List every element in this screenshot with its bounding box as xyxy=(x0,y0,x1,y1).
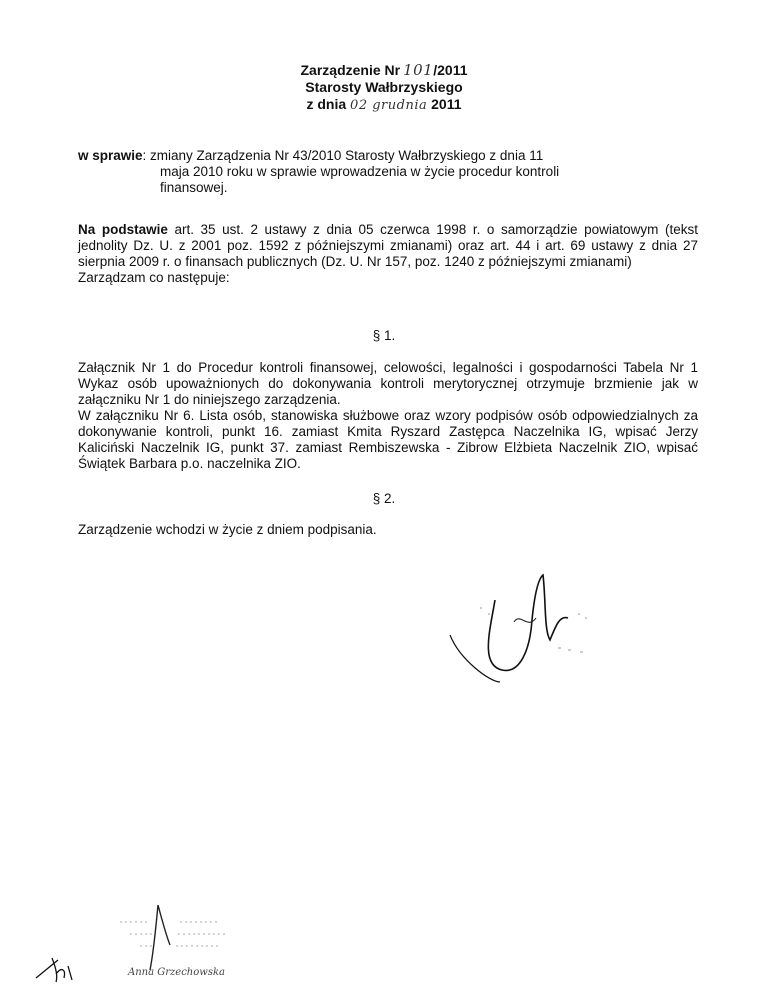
stamp-signatory-name: Anna Grzechowska xyxy=(128,967,225,978)
handwritten-initials xyxy=(32,948,92,988)
subject-matter xyxy=(78,148,698,196)
section-2-body: Zarządzenie wchodzi w życie z dniem podpisania. xyxy=(78,522,377,537)
subject-text-line-1: : zmiany Zarządzenia Nr 43/2010 Starosty Wałbrzyskiego z dnia 11 xyxy=(142,148,544,163)
header-line-3 xyxy=(0,96,768,114)
handwritten-number: 101 xyxy=(403,61,434,79)
header-title-prefix: Zarządzenie Nr xyxy=(300,62,401,78)
legal-basis-label: Na podstawie xyxy=(78,222,168,237)
handwritten-signature xyxy=(440,570,620,690)
legal-basis-text: art. 35 ust. 2 ustawy z dnia 05 czerwca 1998 r. o samorządzie powiatowym (tekst jednolity Dz. U. z 2001 poz. 1592 z późniejszymi zmianami) oraz art. 44 i art. 69 ustawy z dnia 27 sierpnia 2009 r. o finansach publicznych (Dz. U. Nr 157, poz. 1240 z późniejszymi zmianami) xyxy=(78,222,698,269)
legal-basis xyxy=(78,222,698,286)
document-header xyxy=(0,62,768,114)
header-year-suffix: /2011 xyxy=(433,62,468,78)
subject-label: w sprawie xyxy=(78,148,143,163)
header-date-year: 2011 xyxy=(431,96,462,112)
section-1-paragraph-2: W załączniku Nr 6. Lista osób, stanowiska służbowe oraz wzory podpisów osób odpowiedzialnych za dokonywanie kontroli, punkt 16. zamiast Kmita Ryszard Zastępca Naczelnika IG, wpisać Jerzy Kaliciński Naczelnik IG, punkt 37. zamiast Rembiszewska - Zibrow Elżbieta Naczelnik ZIO, wpisać Świątek Barbara p.o. naczelnika ZIO. xyxy=(78,408,698,471)
header-line-2: Starosty Wałbrzyskiego xyxy=(305,79,463,95)
header-date-prefix: z dnia xyxy=(306,96,347,112)
section-1-paragraph-1: Załącznik Nr 1 do Procedur kontroli finansowej, celowości, legalności i gospodarności Tabela Nr 1 Wykaz osób upoważnionych do dokonywania kontroli merytorycznej otrzymuje brzmienie jak w załączniku Nr 1 do niniejszego zarządzenia. xyxy=(78,360,698,407)
section-2-mark: § 2. xyxy=(372,491,396,506)
section-1-mark: § 1. xyxy=(372,328,396,343)
header-line-1 xyxy=(0,62,768,79)
handwritten-date: 02 grudnia xyxy=(350,98,428,113)
section-1-body xyxy=(78,360,698,472)
subject-text-line-2: maja 2010 roku w sprawie wprowadzenia w życie procedur kontroli xyxy=(160,164,560,179)
subject-text-line-3: finansowej. xyxy=(160,180,228,195)
legal-basis-closing: Zarządzam co następuje: xyxy=(78,270,230,285)
